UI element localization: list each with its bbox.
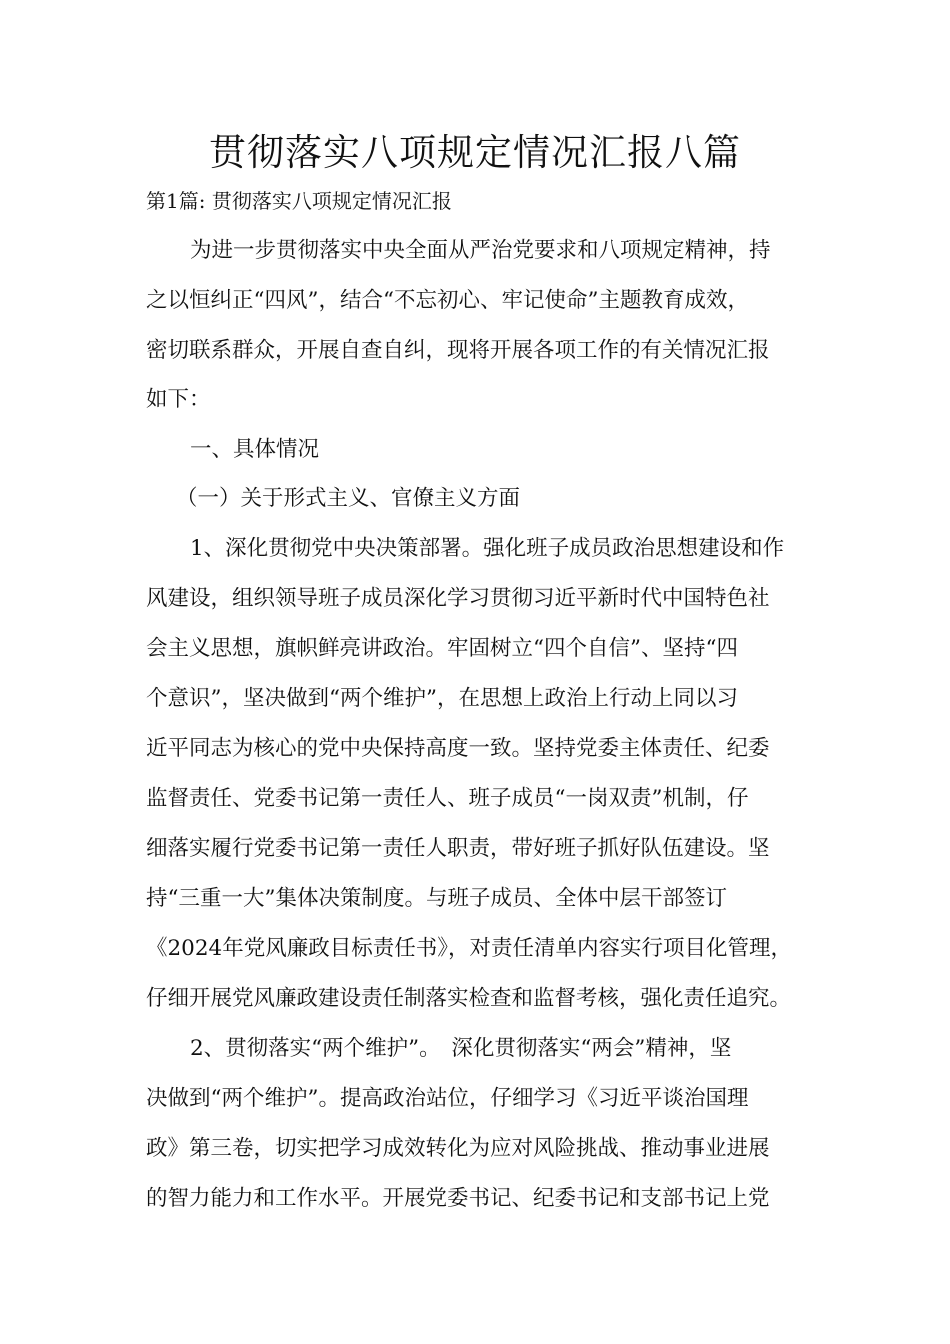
paragraph-line: 2、贯彻落实“两个维护”。 深化贯彻落实“两会”精神，坚 xyxy=(190,1036,732,1061)
paragraph-line: 决做到“两个维护”。提高政治站位，仔细学习《习近平谈治国理 xyxy=(146,1086,749,1111)
paragraph-line: 持“三重一大”集体决策制度。与班子成员、全体中层干部签订 xyxy=(146,886,727,911)
document-title: 贯彻落实八项规定情况汇报八篇 xyxy=(209,131,741,174)
paragraph-line: 《2024年党风廉政目标责任书》，对责任清单内容实行项目化管理， xyxy=(146,936,792,961)
paragraph-line: 为进一步贯彻落实中央全面从严治党要求和八项规定精神，持 xyxy=(190,238,771,263)
paragraph-line: 1、深化贯彻党中央决策部署。强化班子成员政治思想建设和作 xyxy=(190,536,785,561)
section-subtitle: 第1篇: 贯彻落实八项规定情况汇报 xyxy=(146,189,452,213)
paragraph-line: 风建设，组织领导班子成员深化学习贯彻习近平新时代中国特色社 xyxy=(146,586,770,611)
paragraph-line: 如下： xyxy=(146,387,211,412)
paragraph-line: 近平同志为核心的党中央保持高度一致。坚持党委主体责任、纪委 xyxy=(146,736,770,761)
paragraph-line: 的智力能力和工作水平。开展党委书记、纪委书记和支部书记上党 xyxy=(146,1186,770,1211)
paragraph-line: 会主义思想，旗帜鲜亮讲政治。牢固树立“四个自信”、坚持“四 xyxy=(146,636,738,661)
paragraph-line: 政》第三卷，切实把学习成效转化为应对风险挑战、推动事业进展 xyxy=(146,1136,770,1161)
subsection-heading: （一）关于形式主义、官僚主义方面 xyxy=(176,486,521,511)
paragraph-line: 监督责任、党委书记第一责任人、班子成员“一岗双责”机制，仔 xyxy=(146,786,749,811)
paragraph-line: 个意识”，坚决做到“两个维护”，在思想上政治上行动上同以习 xyxy=(146,686,738,711)
paragraph-line: 之以恒纠正“四风”，结合“不忘初心、牢记使命”主题教育成效， xyxy=(146,288,749,313)
paragraph-line: 细落实履行党委书记第一责任人职责，带好班子抓好队伍建设。坚 xyxy=(146,836,770,861)
paragraph-line: 仔细开展党风廉政建设责任制落实检查和监督考核，强化责任追究。 xyxy=(146,986,792,1011)
paragraph-line: 密切联系群众，开展自查自纠，现将开展各项工作的有关情况汇报 xyxy=(146,338,770,363)
section-heading: 一、具体情况 xyxy=(190,437,320,462)
